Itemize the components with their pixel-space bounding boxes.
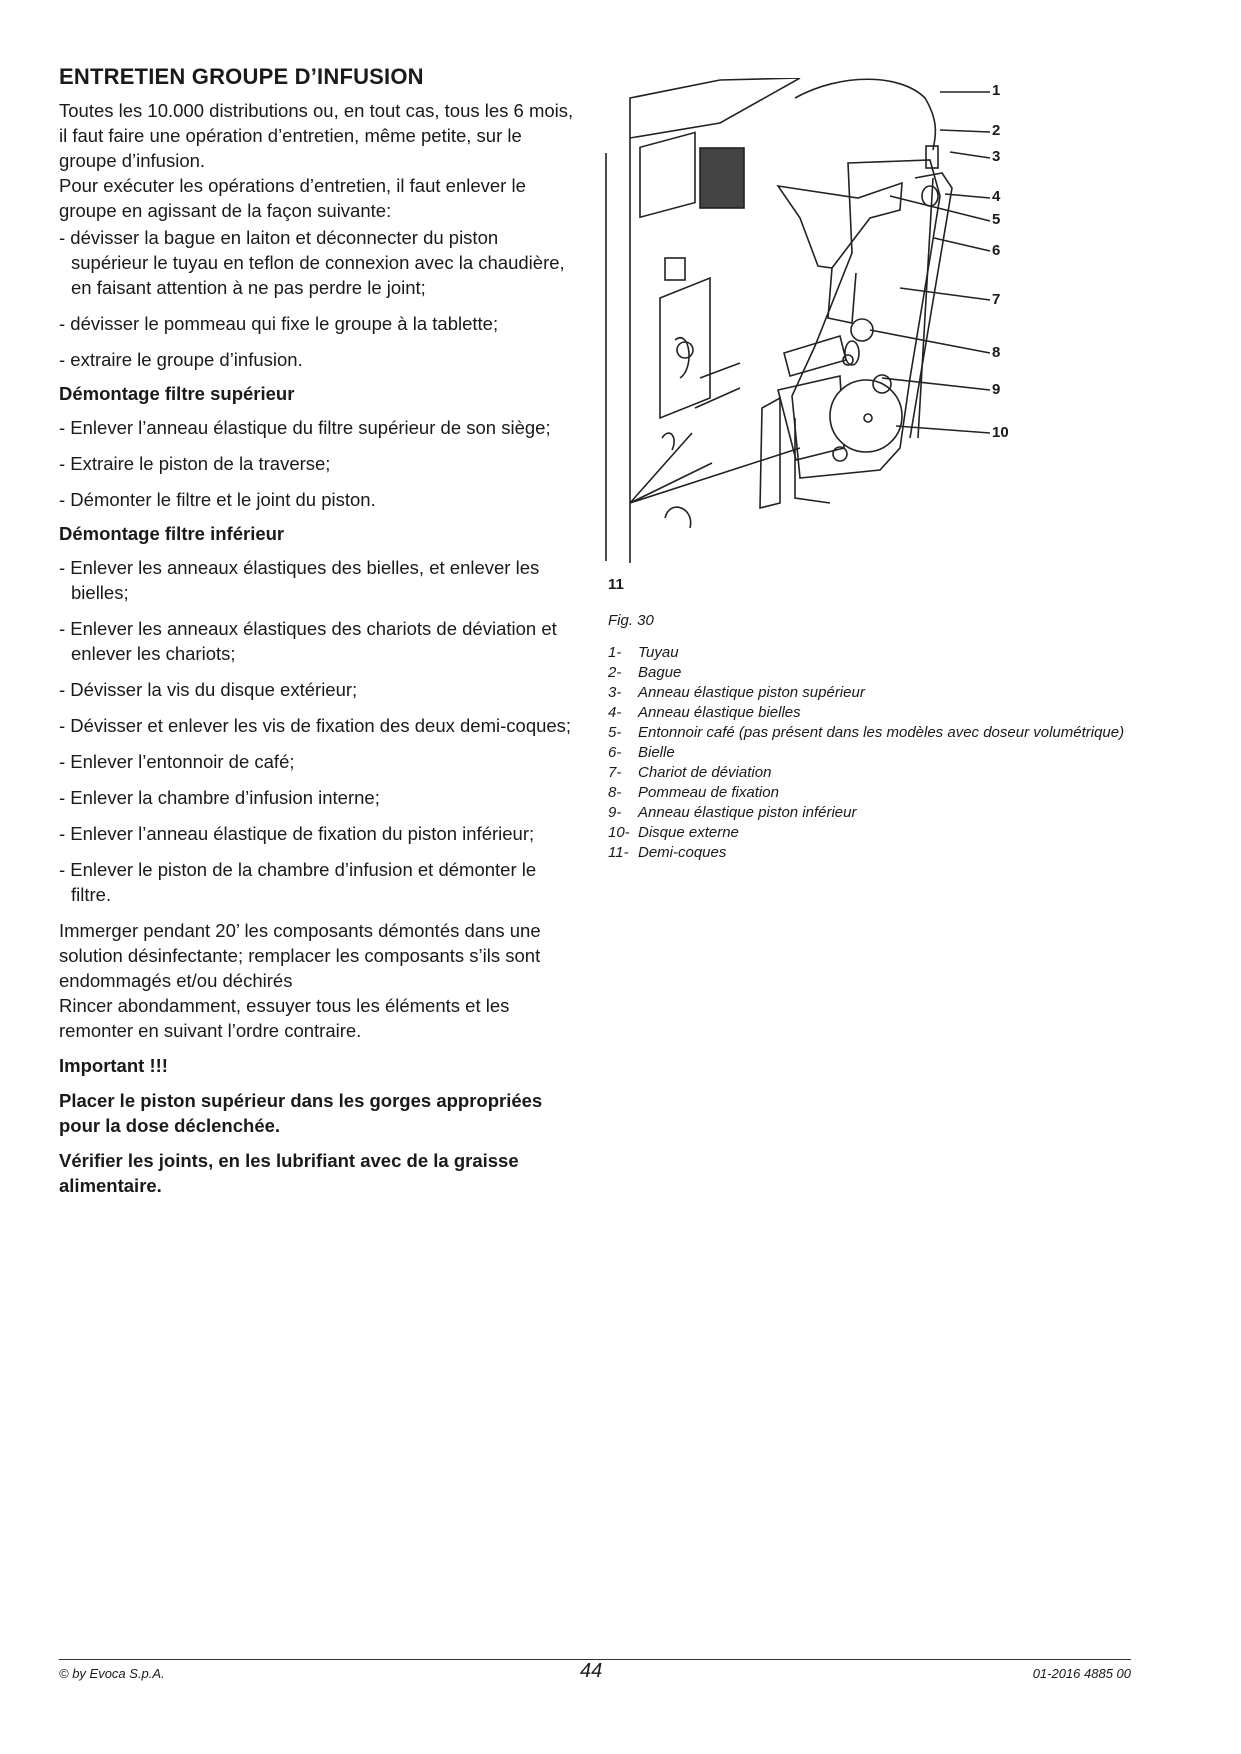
legend-row <box>608 803 1128 823</box>
infusion-group-drawing <box>600 78 1120 598</box>
legend-row <box>608 723 1128 743</box>
list-item: - Enlever l’anneau élastique du filtre supérieur de son siège; <box>59 417 551 438</box>
legend-row <box>608 743 1128 763</box>
legend-text: Pommeau de fixation <box>638 784 779 801</box>
legend-number: 6- <box>608 744 622 761</box>
important-label: Important !!! <box>59 1055 168 1076</box>
legend-text: Anneau élastique bielles <box>638 704 801 721</box>
intro-paragraph-2: Pour exécuter les opérations d’entretien, il faut enlever le groupe en agissant de la façon suivante: <box>59 175 526 221</box>
legend-number: 3- <box>608 684 622 701</box>
upper-filter-steps <box>59 415 579 512</box>
upper-filter-heading: Démontage filtre supérieur <box>59 383 295 404</box>
page-number: 44 <box>580 1660 603 1682</box>
legend-number: 4- <box>608 704 622 721</box>
legend-number: 10- <box>608 824 630 841</box>
list-item: - Enlever le piston de la chambre d’infusion et démonter le filtre. <box>59 859 537 905</box>
lower-filter-steps <box>59 555 579 907</box>
legend-text: Disque externe <box>638 824 739 841</box>
legend-text: Tuyau <box>638 644 679 661</box>
legend-text: Entonnoir café (pas présent dans les modèles avec doseur volumétrique) <box>638 724 1125 741</box>
callout-2: 2 <box>992 122 1001 139</box>
removal-steps-list <box>59 225 579 372</box>
list-item: - Extraire le piston de la traverse; <box>59 453 331 474</box>
legend-row <box>608 643 1128 663</box>
list-item: - Dévisser et enlever les vis de fixation des deux demi-coques; <box>59 715 572 736</box>
legend-text: Demi-coques <box>638 844 727 861</box>
legend-text: Bielle <box>638 744 675 761</box>
list-item: - Dévisser la vis du disque extérieur; <box>59 679 358 700</box>
list-item: - Enlever les anneaux élastiques des bielles, et enlever les bielles; <box>59 557 540 603</box>
legend-number: 5- <box>608 724 622 741</box>
callout-11: 11 <box>608 576 624 593</box>
legend-text: Anneau élastique piston inférieur <box>638 804 857 821</box>
list-item: - dévisser la bague en laiton et déconnecter du piston supérieur le tuyau en teflon de connexion avec la chaudière, en faisant attention à ne pas perdre le joint; <box>59 227 565 298</box>
closing-paragraph-2: Rincer abondamment, essuyer tous les éléments et les remonter en suivant l’ordre contraire. <box>59 995 510 1041</box>
callout-7: 7 <box>992 291 1001 308</box>
list-item: - Démonter le filtre et le joint du piston. <box>59 489 376 510</box>
figure-label: Fig. 30 <box>608 612 654 629</box>
legend-row <box>608 763 1128 783</box>
callout-9: 9 <box>992 381 1001 398</box>
important-note-1: Placer le piston supérieur dans les gorges appropriées pour la dose déclenchée. <box>59 1090 543 1136</box>
legend-number: 1- <box>608 644 622 661</box>
figure-caption <box>608 612 1128 863</box>
footer-doc-ref: 01-2016 4885 00 <box>1032 1666 1131 1681</box>
legend-row <box>608 843 1128 863</box>
callout-4: 4 <box>992 188 1001 205</box>
callout-10: 10 <box>992 424 1009 441</box>
closing-paragraph-1: Immerger pendant 20’ les composants démontés dans une solution désinfectante; remplacer les composants s’ils sont endommagés et/ou déchirés <box>59 920 541 991</box>
list-item: - Enlever l’entonnoir de café; <box>59 751 295 772</box>
legend-number: 8- <box>608 784 622 801</box>
important-note-2: Vérifier les joints, en les lubrifiant avec de la graisse alimentaire. <box>59 1150 519 1196</box>
legend-text: Anneau élastique piston supérieur <box>638 684 865 701</box>
legend-row <box>608 703 1128 723</box>
legend-row <box>608 823 1128 843</box>
footer-copyright: © by Evoca S.p.A. <box>59 1666 165 1681</box>
list-item: - Enlever les anneaux élastiques des chariots de déviation et enlever les chariots; <box>59 618 557 664</box>
legend-number: 2- <box>608 664 622 681</box>
legend-number: 7- <box>608 764 622 781</box>
callout-6: 6 <box>992 242 1001 259</box>
main-text-column <box>59 64 579 1198</box>
callout-8: 8 <box>992 344 1001 361</box>
legend-row <box>608 783 1128 803</box>
legend-number: 9- <box>608 804 622 821</box>
intro-paragraph-1: Toutes les 10.000 distributions ou, en tout cas, tous les 6 mois, il faut faire une opération d’entretien, même petite, sur le groupe d’infusion. <box>59 100 574 171</box>
legend-text: Bague <box>638 664 682 681</box>
legend-row <box>608 683 1128 703</box>
callout-1: 1 <box>992 82 1001 99</box>
callout-5: 5 <box>992 211 1001 228</box>
page-title: ENTRETIEN GROUPE D’INFUSION <box>59 64 424 89</box>
list-item: - Enlever la chambre d’infusion interne; <box>59 787 380 808</box>
list-item: - Enlever l’anneau élastique de fixation du piston inférieur; <box>59 823 535 844</box>
legend-text: Chariot de déviation <box>638 764 772 781</box>
legend-row <box>608 663 1128 683</box>
infusion-group-illustration <box>600 78 1120 598</box>
lower-filter-heading: Démontage filtre inférieur <box>59 523 285 544</box>
legend-number: 11- <box>608 844 629 861</box>
list-item: - dévisser le pommeau qui fixe le groupe à la tablette; <box>59 313 499 334</box>
callout-3: 3 <box>992 148 1001 165</box>
list-item: - extraire le groupe d’infusion. <box>59 349 303 370</box>
